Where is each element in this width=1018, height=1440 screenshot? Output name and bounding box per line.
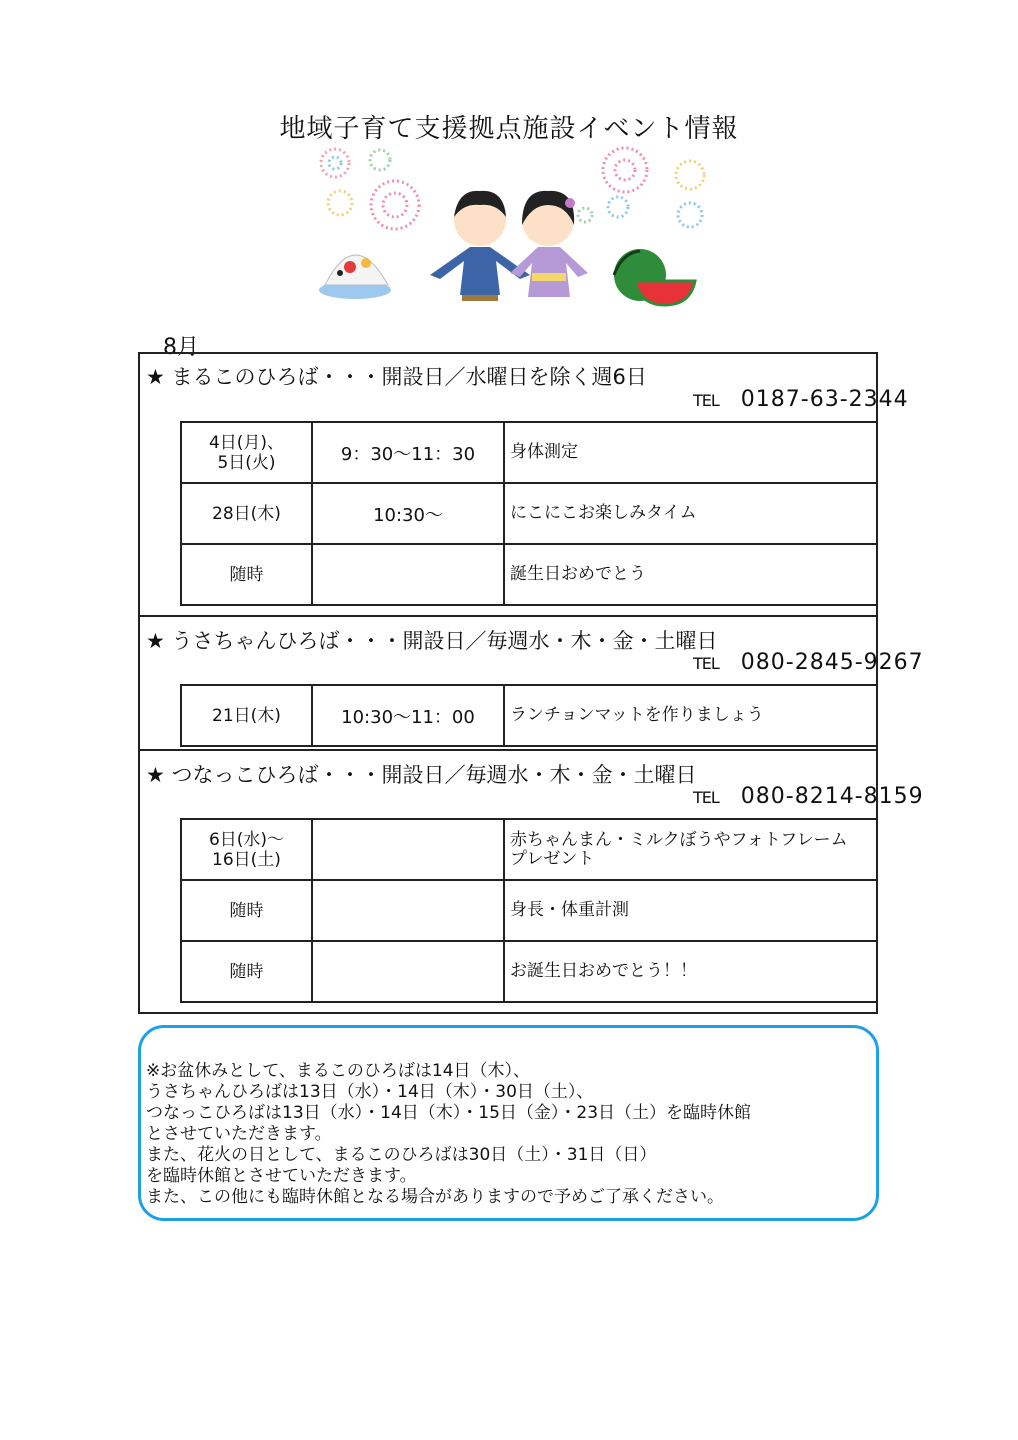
table-row	[181, 819, 877, 880]
tel-number: 080-8214-8159	[740, 784, 924, 809]
event-date: 28日(木)	[181, 483, 312, 544]
table-row	[181, 544, 877, 605]
event-date: 随時	[181, 544, 312, 605]
event-description: 身長・体重計測	[504, 880, 877, 941]
closure-notice	[138, 1025, 879, 1221]
summer-illustration	[300, 145, 720, 315]
event-table-usachan	[180, 684, 878, 747]
fireworks-icon	[321, 148, 704, 229]
event-description: お誕生日おめでとう！！	[504, 941, 877, 1002]
event-date: 21日(木)	[181, 685, 312, 746]
tel-icon: TEL	[693, 654, 719, 673]
watermelon-icon	[614, 249, 695, 305]
tel-icon: TEL	[693, 788, 719, 807]
facility-title: ★ うさちゃんひろば・・・開設日／毎週水・木・金・土曜日	[146, 629, 718, 653]
event-time	[312, 819, 504, 880]
notice-line: とさせていただきます。	[146, 1124, 332, 1144]
facility-title: ★ つなっこひろば・・・開設日／毎週水・木・金・土曜日	[146, 763, 697, 787]
tel-number: 080-2845-9267	[740, 650, 924, 675]
notice-line: ※お盆休みとして、まるこのひろばは14日（木）、	[146, 1061, 531, 1081]
event-date: 6日(水)〜 16日(土)	[181, 819, 312, 880]
event-description: 赤ちゃんまん・ミルクぼうやフォトフレーム プレゼント	[504, 819, 877, 880]
facility-header-usachan	[138, 615, 924, 685]
facility-tel	[693, 650, 924, 675]
facility-tel	[693, 784, 924, 809]
event-date: 随時	[181, 880, 312, 941]
notice-line: つなっこひろばは13日（水）・14日（木）・15日（金）・23日（土）を臨時休館	[146, 1103, 752, 1123]
event-description: 身体測定	[504, 422, 877, 483]
event-time: 9：30〜11：30	[312, 422, 504, 483]
event-time: 10:30〜11：00	[312, 685, 504, 746]
event-table-tsunakko	[180, 818, 878, 1003]
facility-header-tsunakko	[138, 749, 924, 819]
girl-icon	[510, 191, 588, 297]
facility-tel	[693, 387, 909, 412]
facility-title: ★ まるこのひろば・・・開設日／水曜日を除く週6日	[146, 365, 647, 389]
event-date: 随時	[181, 941, 312, 1002]
event-description: にこにこお楽しみタイム	[504, 483, 877, 544]
event-time: 10:30〜	[312, 483, 504, 544]
shaved-ice-icon	[319, 255, 391, 299]
event-time	[312, 880, 504, 941]
page-title: 地域子育て支援拠点施設イベント情報	[279, 114, 739, 144]
table-row	[181, 422, 877, 483]
table-row	[181, 941, 877, 1002]
event-description: 誕生日おめでとう	[504, 544, 877, 605]
event-time	[312, 544, 504, 605]
event-table-maruko	[180, 421, 878, 606]
month-label: 8月	[163, 335, 199, 360]
event-date: 4日(月)、 5日(火)	[181, 422, 312, 483]
event-description: ランチョンマットを作りましょう	[504, 685, 877, 746]
notice-line: うさちゃんひろばは13日（水）・14日（木）・30日（土）、	[146, 1082, 594, 1102]
facility-header-maruko	[138, 352, 909, 422]
tel-number: 0187-63-2344	[740, 387, 909, 412]
table-row	[181, 483, 877, 544]
notice-line: を臨時休館とさせていただきます。	[146, 1166, 417, 1186]
notice-line: また、花火の日として、まるこのひろばは30日（土）・31日（日）	[146, 1145, 657, 1165]
notice-line: また、この他にも臨時休館となる場合がありますので予めご了承ください。	[146, 1187, 724, 1207]
tel-icon: TEL	[693, 391, 719, 410]
table-row	[181, 880, 877, 941]
table-row	[181, 685, 877, 746]
boy-icon	[430, 191, 530, 301]
event-time	[312, 941, 504, 1002]
